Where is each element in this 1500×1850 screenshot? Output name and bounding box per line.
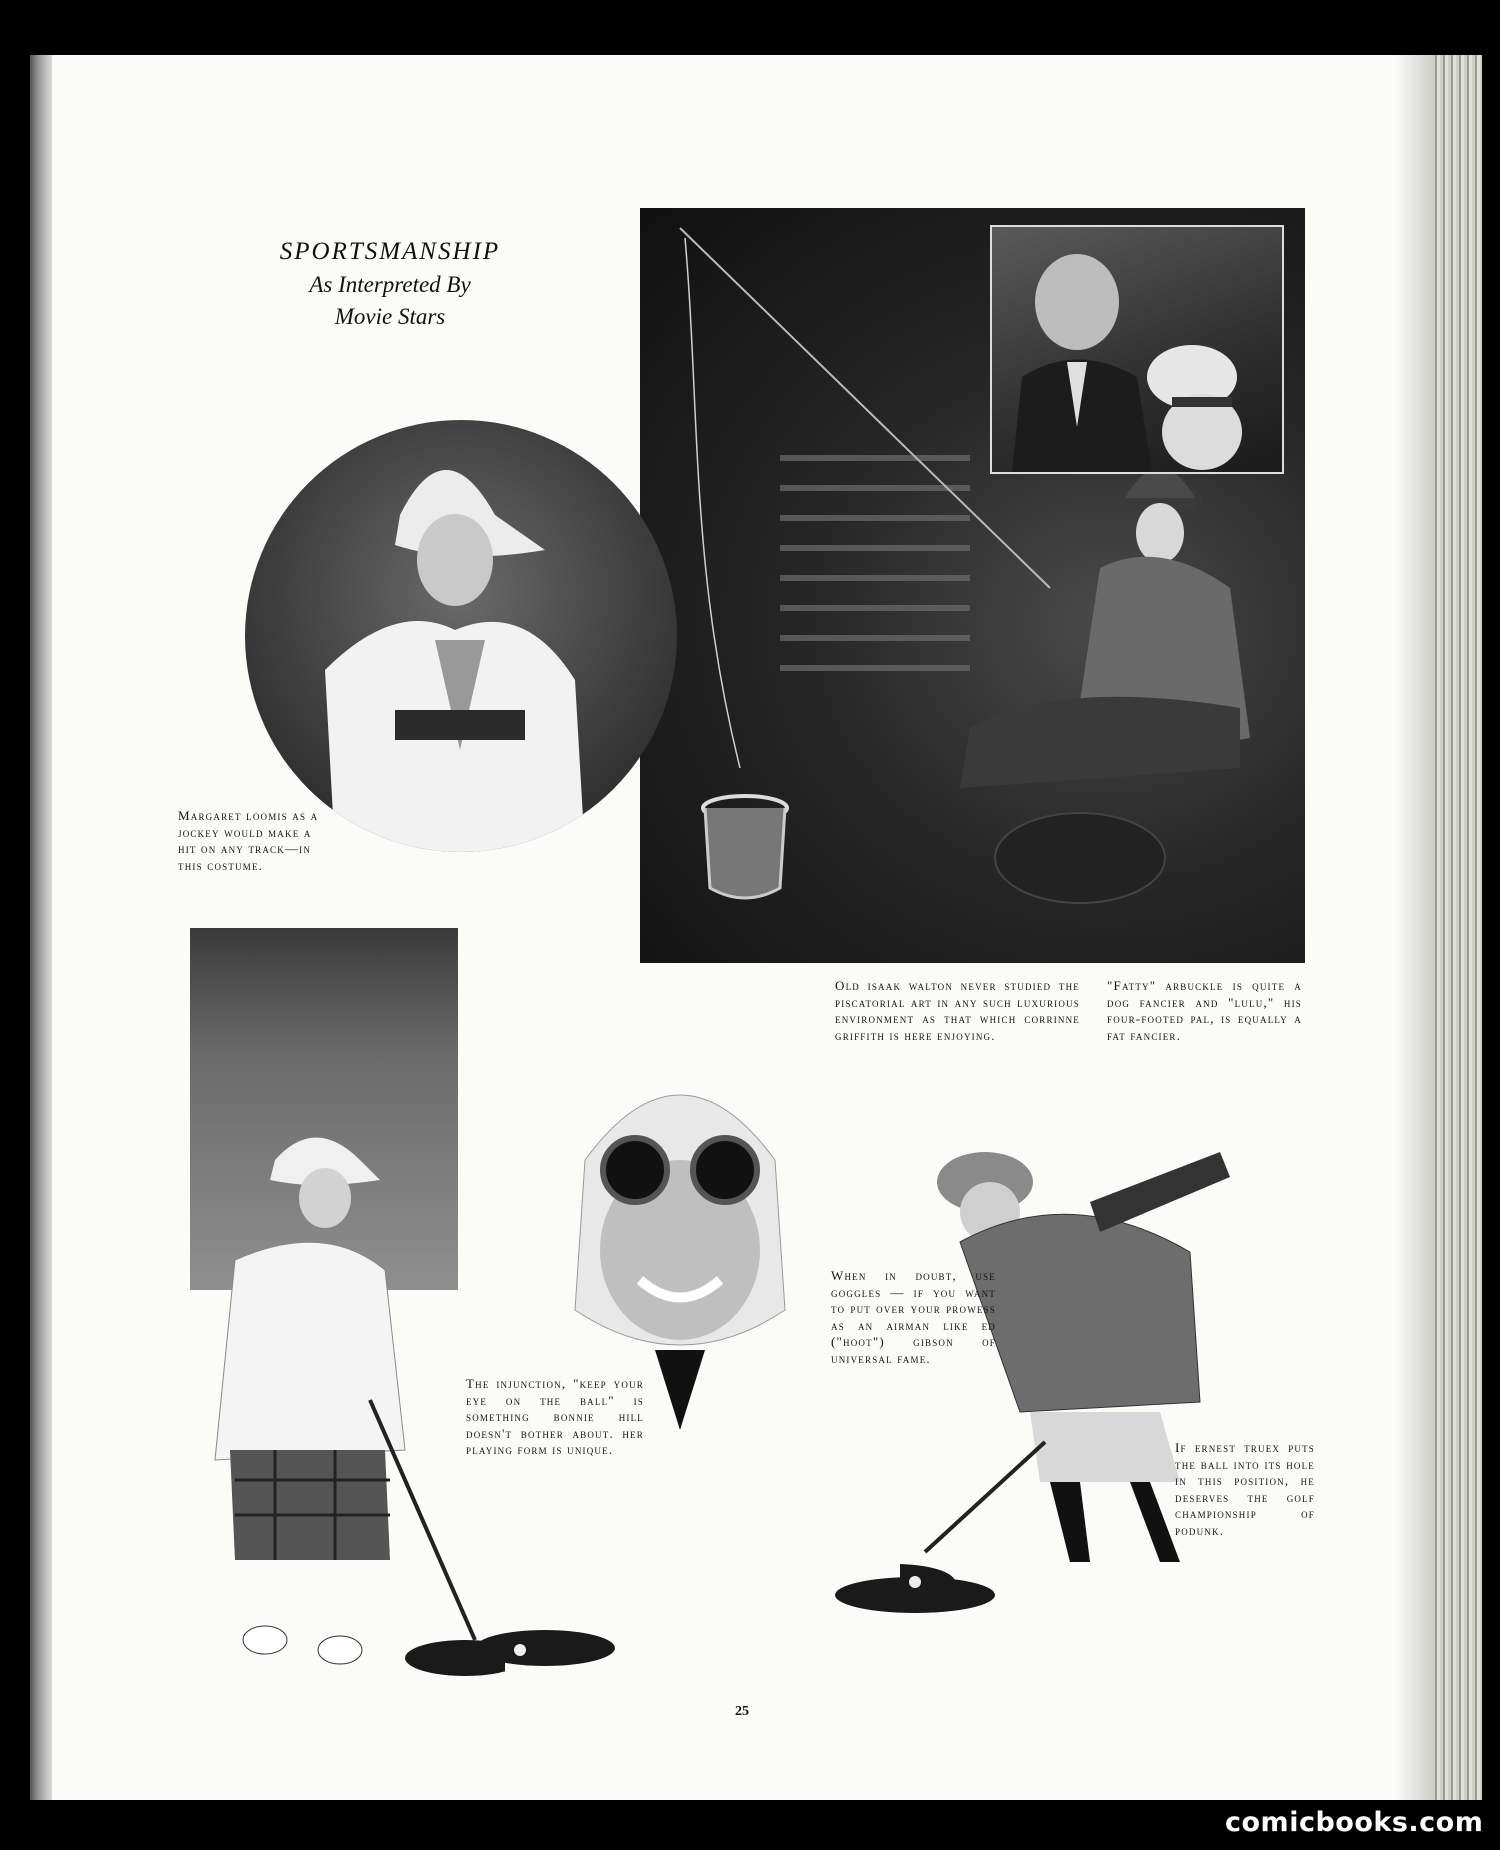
title-line-2: As Interpreted By (309, 272, 471, 297)
caption-margaret-loomis: Margaret loomis as a jockey would make a hit on any track—in this costume. (178, 808, 319, 873)
ernest-truex-illustration (900, 1142, 1290, 1612)
title-line-3: Movie Stars (334, 304, 446, 329)
page-number: 25 (735, 1704, 749, 1719)
page-title (240, 238, 540, 330)
golf-hole-mound-left (465, 1620, 625, 1675)
page-gutter (30, 55, 52, 1800)
ernest-truex-golfer-photo (900, 1142, 1290, 1612)
golf-hole-mound-right (825, 1560, 1005, 1620)
arbuckle-dog-illustration (992, 227, 1282, 472)
margaret-loomis-photo (245, 420, 677, 852)
arbuckle-dog-photo (990, 225, 1284, 474)
caption-bonnie-hill: The injunction, "keep your eye on the ball" is something bonnie hill doesn't bother about. her playing form is unique. (466, 1376, 644, 1457)
bonnie-hill-golfer-photo (175, 1120, 505, 1680)
bonnie-hill-illustration (175, 1120, 505, 1680)
watermark: comicbooks.com (1225, 1807, 1484, 1838)
caption-goggles: When in doubt, use goggles — if you want to put over your prowess as an airman like ed ("hoot") gibson of universal fame. (831, 1268, 996, 1366)
caption-ernest-truex: if ernest truex puts the ball into its hole in this position, he deserves the golf championship of podunk. (1175, 1440, 1315, 1538)
page-edges (1432, 55, 1482, 1800)
caption-arbuckle: "Fatty" arbuckle is quite a dog fancier and "lulu," his four-footed pal, is equally a fat fancier. (1107, 978, 1302, 1043)
margaret-loomis-illustration (245, 420, 677, 852)
hoot-gibson-illustration (545, 1050, 815, 1430)
page-edge-shadow (1395, 55, 1435, 1800)
caption-isaak-walton: Old isaak walton never studied the piscatorial art in any such luxurious environment as that which corrinne griffith is here enjoying. (835, 978, 1080, 1043)
title-line-1: SPORTSMANSHIP (279, 238, 501, 265)
hoot-gibson-aviator-photo (545, 1050, 815, 1430)
